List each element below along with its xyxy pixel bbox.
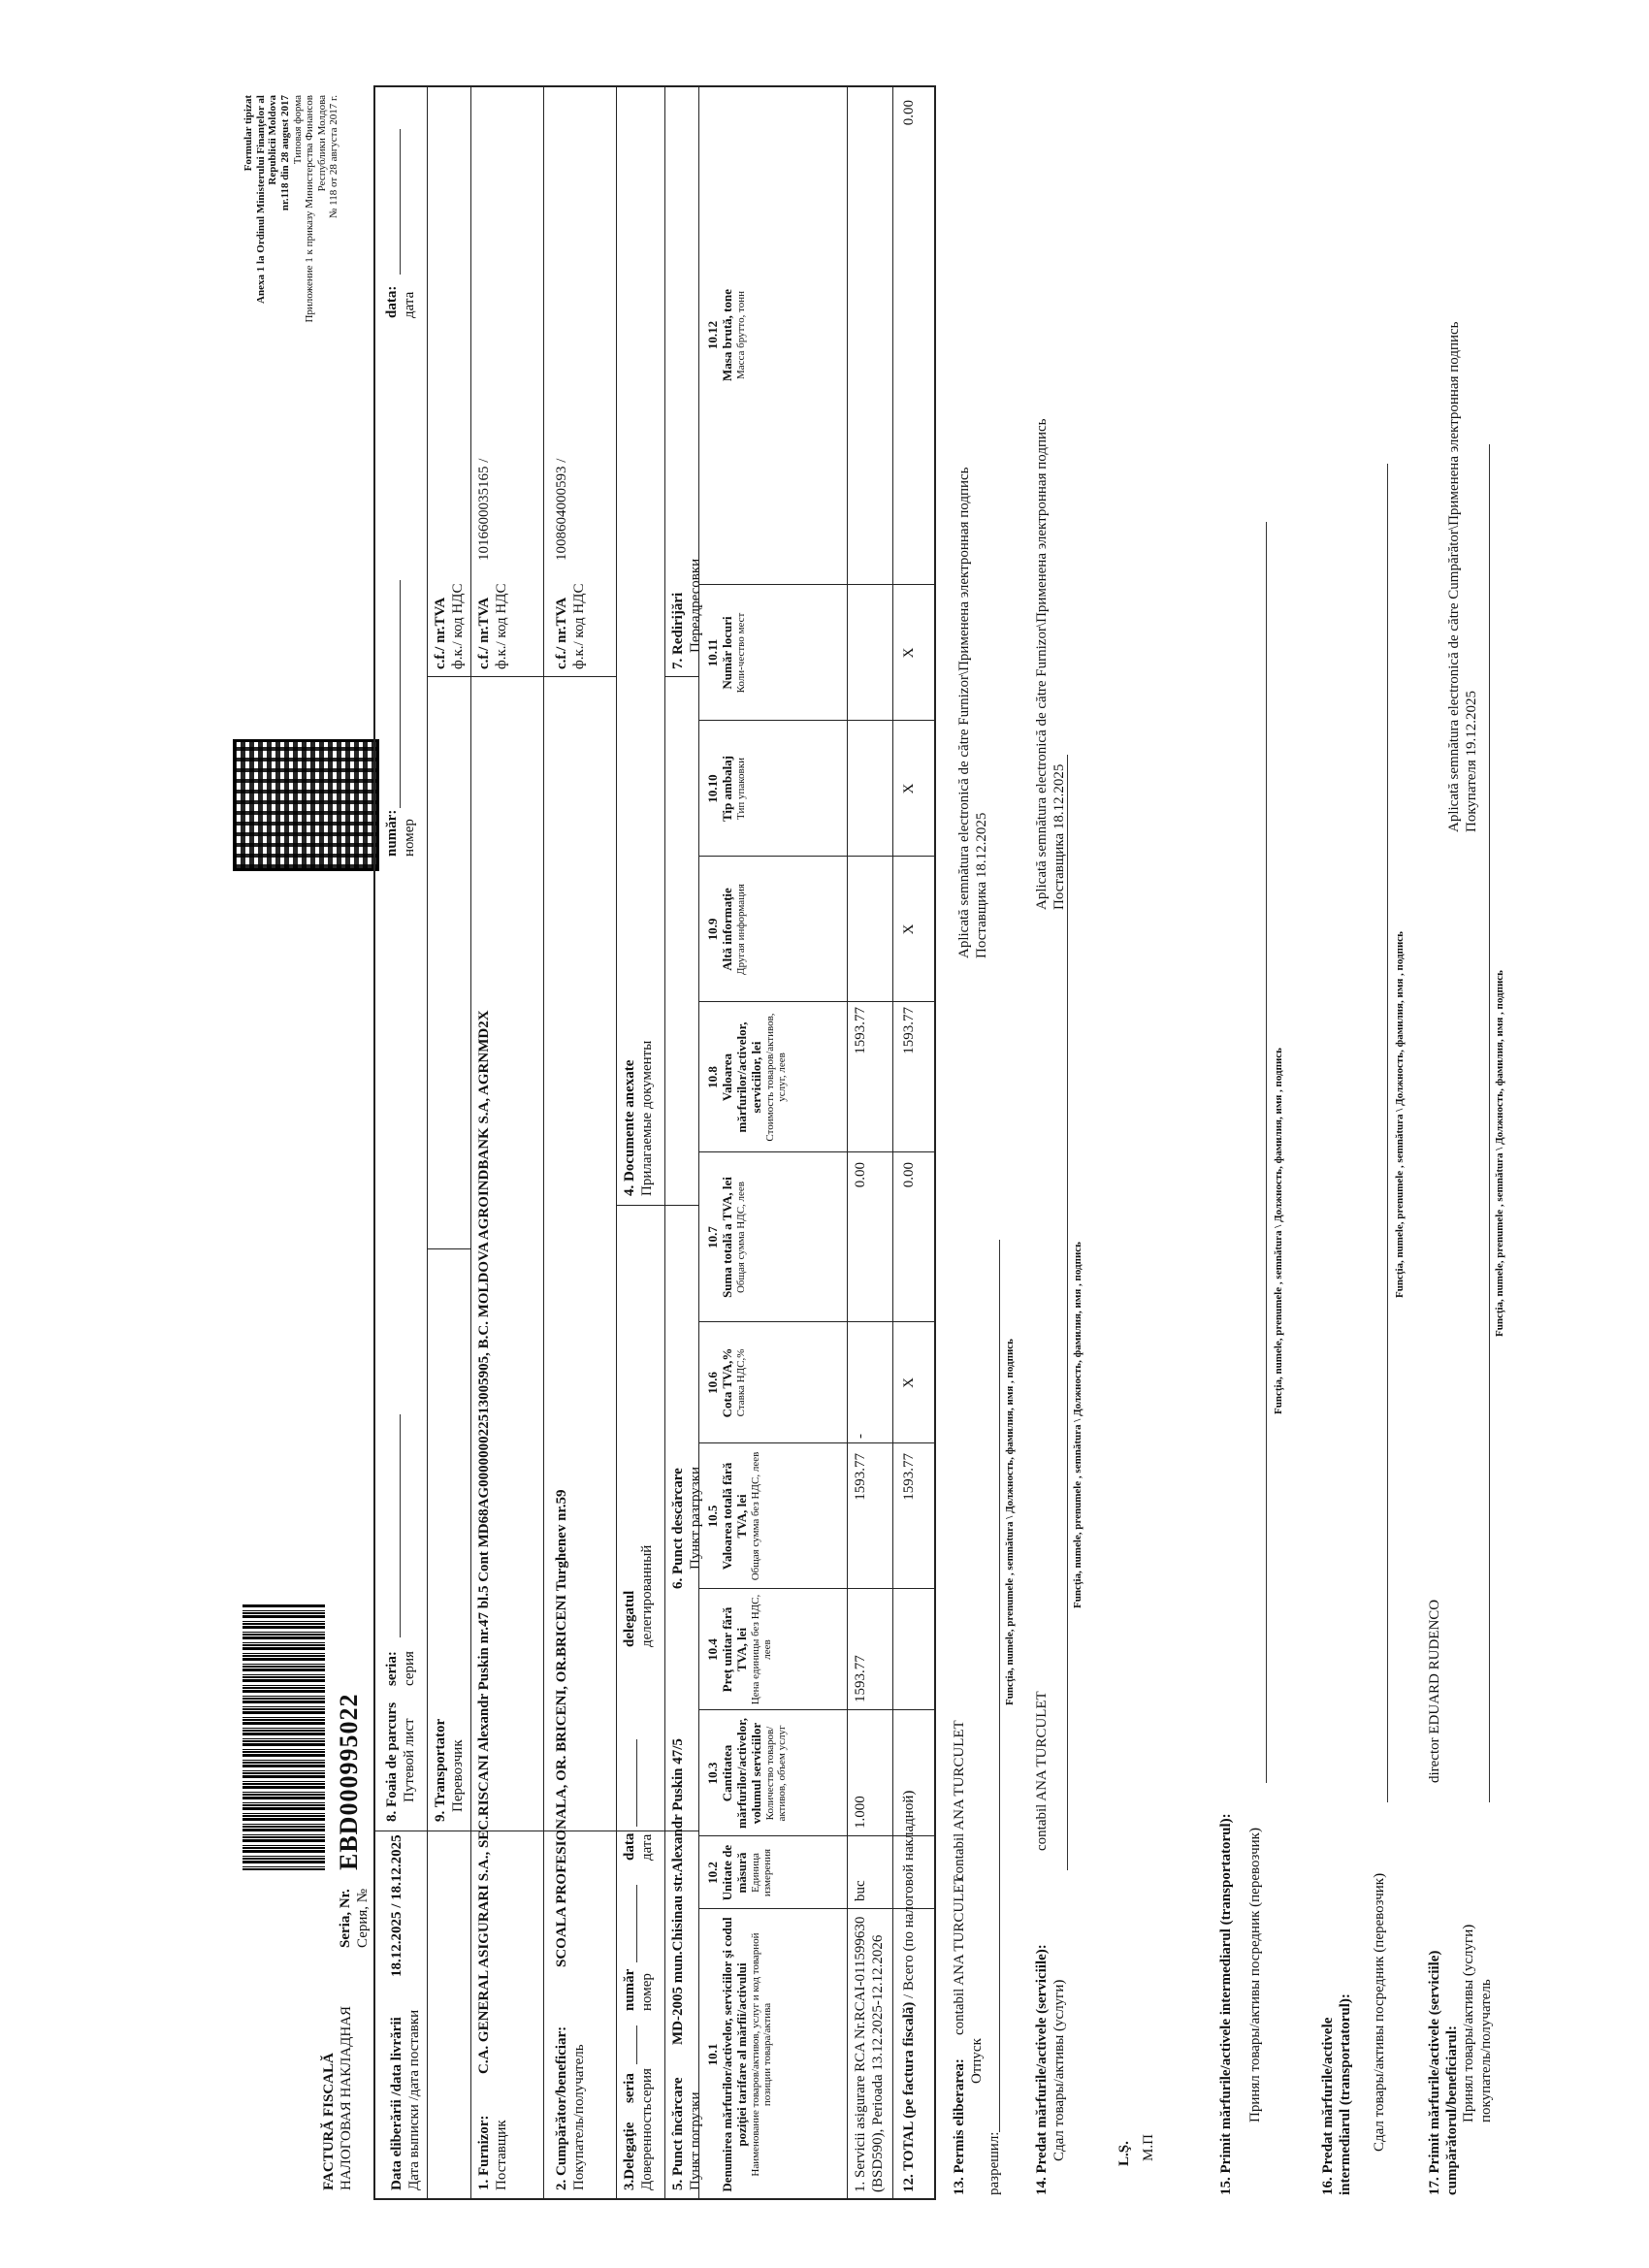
buyer-value: SCOALA PROFESIONALA, OR. BRICENI, OR.BRICENI Turghenev nr.59 (554, 1489, 569, 1967)
intermediary-handed-label-ru: Сдал товары/активы посредник (перевозчик) (1372, 1872, 1387, 2152)
delegate-label: 3.Delegaţie (622, 2122, 637, 2190)
column-number: 10.11 (705, 638, 720, 667)
qr-code-image (233, 739, 379, 871)
total-vat-rate: X (901, 1377, 917, 1388)
esig-buyer: Aplicată semnătura electronică de către Cumpărător\Применена электронная подпись Покупателя 19.12.2025 (1446, 321, 1479, 832)
buyer-cf-label: c.f./ nr.TVA (554, 597, 569, 669)
column-number: 10.3 (705, 1762, 720, 1785)
handover-label: 14. Predat mărfurile/activele (serviciile): (1034, 1944, 1050, 2195)
unloading-label: 6. Punct descărcare (670, 1468, 686, 1589)
column-header-10-2 (706, 1840, 774, 1905)
column-number: 10.8 (705, 1066, 720, 1088)
supplier-value: C.A. GENERAL ASIGURARI S.A., SEC.RISCANI Alexandr Puskin nr.47 bl.5 Cont MD68AG000000022513005905, B.C. MOLDOVA AGROINDBANK S.A, AGRNMD2X (476, 1010, 492, 2074)
intermediary-received-label: 15. Primit mărfurile/activele intermediarul (transportatorul): (1218, 1813, 1234, 2195)
column-number: 10.2 (705, 1862, 720, 1884)
delegate-delegat: delegatul (622, 1590, 637, 1647)
column-number: 10.6 (705, 1372, 720, 1394)
supplier-label-ru: Поставщик (494, 2120, 509, 2190)
buyer-received-label-ru: Принял товары/активы (услуги) покупатель/получатель (1461, 1924, 1494, 2122)
docs-label-ru: Прилагаемые документы (639, 1040, 655, 1196)
delegate-data: data (622, 1832, 637, 1861)
loading-label: 5. Punct încărcare (670, 2077, 686, 2190)
numar-label: număr: (384, 809, 400, 857)
carrier-cf-label-ru: ф.к./ код НДС (450, 583, 466, 669)
total-label-ro: 12. TOTAL (pe factura fiscală) (901, 2001, 917, 2192)
column-number: 10.12 (705, 320, 720, 350)
carrier-label: 9. Transportator (433, 1718, 448, 1822)
total-vat-sum: 0.00 (901, 1162, 917, 1188)
data-label: data: (384, 285, 400, 318)
column-title-ru: Общая сумма НДС, леев (734, 1182, 747, 1294)
permit-value-2: contabil ANA TURCULET (952, 1720, 967, 1880)
column-title-ru: Другая информация (734, 884, 747, 975)
total-value: 1593.77 (901, 1007, 917, 1054)
column-header-10-4 (706, 1593, 774, 1706)
column-number: 10.1 (705, 2043, 720, 2066)
buyer-label-ru: Покупатель/получатель (571, 2044, 587, 2190)
column-title-ro: Valoarea totală fără TVA, lei (719, 1462, 749, 1571)
column-title-ro: Masa brută, tone (719, 289, 734, 381)
permit-label: 13. Permis eliberarea: (952, 2058, 967, 2195)
item-qty: 1.000 (853, 1796, 868, 1829)
date-label: Data eliberării /data livrării (389, 2017, 404, 2190)
total-x-pack: X (901, 783, 917, 794)
supplier-cf-label-ru: ф.к./ код НДС (494, 583, 509, 669)
delegate-numar-ru: номер (639, 1973, 655, 2011)
waybill-label-ru: Путевой лист (402, 1718, 417, 1802)
series-label-ru: Серия, № (355, 1888, 371, 1948)
esig-supplier-1: Aplicată semnătura electronică de către Furnizor\Применена электронная подпись Поставщика 18.12.2025 (956, 467, 989, 958)
intermediary-received-label-ru: Принял товары/активы посредник (перевозчик) (1247, 1828, 1263, 2122)
loading-value: MD-2005 mun.Chisinau str.Alexandr Puskin 47/5 (670, 1738, 686, 2045)
waybill-label: 8. Foaia de parcurs (384, 1701, 400, 1822)
column-header-10-12 (706, 89, 748, 581)
intermediary-handed-caption: Funcţia, numele, prenumele , semnătura \ Должность, фамилия, имя , подпись (1394, 931, 1406, 1298)
supplier-cf-value: 1016600035165 / (476, 458, 492, 561)
column-title-ro: Cota TVA,% (719, 1347, 734, 1418)
column-title-ro: Tip ambalaj (719, 755, 734, 823)
column-title-ro: Altă informaţie (719, 888, 734, 971)
mp-label: М.П (1141, 2134, 1156, 2161)
carrier-cf-label: c.f./ nr.TVA (433, 597, 448, 669)
item-vat-sum: 0.00 (853, 1162, 868, 1188)
item-vat-rate: - (853, 1434, 868, 1439)
title-ro: FACTURĂ FISCALĂ (321, 2053, 337, 2190)
annex-line5: Приложение 1 к приказу Министерства Финансов Республики Молдова (304, 95, 328, 323)
item-name: 1. Servicii asigurare RCA Nr.RCAI-011599630 (BSD590), Perioada 13.12.2025-12.12.2026 (853, 1916, 886, 2192)
column-title-ru: Единица измерения (749, 1848, 774, 1897)
column-header-10-11 (706, 589, 748, 717)
column-title-ro: Preţ unitar fără TVA, lei (719, 1606, 749, 1693)
item-price: 1593.77 (853, 1655, 868, 1702)
total-x-places: X (901, 647, 917, 659)
item-unit: buc (853, 1880, 868, 1901)
column-title-ru: Масса брутто, тонн (734, 290, 747, 380)
column-title-ru: Цена единицы без НДС, леев (749, 1594, 774, 1705)
total-x-info: X (901, 923, 917, 935)
total-mass: 0.00 (901, 100, 917, 126)
column-number: 10.4 (705, 1638, 720, 1661)
data-label-ru: дата (402, 291, 417, 318)
buyer-received-caption: Funcţia, numele, prenumele , semnătura \ Должность, фамилия, имя , подпись (1494, 970, 1505, 1337)
date-value: 18.12.2025 / 18.12.2025 (389, 1834, 404, 1977)
column-title-ro: Număr locuri (719, 616, 734, 690)
column-header-10-3 (706, 1714, 789, 1832)
annex-line2: Anexa 1 la Ordinul Ministerului Finanţelor al Republicii Moldova (254, 95, 279, 304)
column-title-ru: Стоимость товаров/активов, услуг, леев (763, 1013, 789, 1142)
column-title-ru: Тип упаковки (734, 758, 747, 820)
delegate-numar: număr (622, 1968, 637, 2011)
column-number: 10.7 (705, 1226, 720, 1248)
delegate-seria: seria (622, 2073, 637, 2103)
total-label-ru: / Всего (по налоговой накладной) (901, 1790, 917, 1998)
series-label: Seria, Nr. (338, 1889, 353, 1948)
column-header-10-5 (706, 1447, 761, 1585)
supplier-cf-label: c.f./ nr.TVA (476, 597, 492, 669)
buyer-label: 2. Cumpărător/beneficiar: (554, 2025, 569, 2190)
unloading-label-ru: Пункт разгрузки (688, 1466, 703, 1570)
permit-signature-caption: Funcţia, numele, prenumele , semnătura \ Должность, фамилия, имя , подпись (1004, 1339, 1016, 1705)
column-title-ro: Cantitatea mărfurilor/activelor, volumul serviciilor (719, 1718, 763, 1829)
intermediary-received-caption: Funcţia, numele, prenumele , semnătura \ Должность, фамилия, имя , подпись (1273, 1048, 1284, 1414)
handover-label-ru: Сдал товары/активы (услуги) (1051, 1979, 1067, 2161)
numar-label-ru: номер (402, 819, 417, 857)
delegate-delegat-ru: делегированный (639, 1544, 655, 1647)
column-title-ru: Коли-чество мест (734, 612, 747, 694)
intermediary-handed-label: 16. Predat mărfurile/activele intermediarul (transportatorul): (1320, 1993, 1353, 2195)
column-number: 10.5 (705, 1505, 720, 1528)
column-header-10-1 (706, 1913, 774, 2196)
seria-label: seria: (384, 1651, 400, 1686)
column-title-ro: Denumirea mărfurilor/activelor, serviciilor şi codul poziţiei tarifare al mărfii/activului (719, 1917, 749, 2192)
column-title-ru: Общая сумма без НДС, леев (749, 1451, 761, 1581)
redirect-label: 7. Redirijări (670, 592, 686, 669)
column-title-ru: Ставка НДС,% (734, 1348, 747, 1417)
total-label (900, 1791, 918, 2192)
annex-line6: № 118 от 28 августа 2017 г. (328, 95, 340, 219)
column-header-10-6 (706, 1326, 748, 1440)
total-no-vat: 1593.77 (901, 1453, 917, 1501)
item-total-no-vat: 1593.77 (853, 1453, 868, 1501)
permit-value: contabil ANA TURCULET (952, 1875, 967, 2035)
carrier-label-ru: Перевозчик (450, 1739, 466, 1812)
delegate-seria-ru: серия (639, 2068, 655, 2103)
column-header-10-7 (706, 1156, 748, 1318)
loading-label-ru: Пункт погрузки (688, 2091, 703, 2190)
annex-line1: Formular tipizat (242, 95, 254, 172)
handover-signature-caption: Funcţia, numele, prenumele , semnătura \ Должность, фамилия, имя , подпись (1072, 1242, 1083, 1608)
column-number: 10.9 (705, 918, 720, 941)
annex-block (242, 95, 340, 338)
column-number: 10.10 (705, 774, 720, 803)
title-ru: НАЛОГОВАЯ НАКЛАДНАЯ (339, 2005, 354, 2190)
esig-supplier-2: Aplicată semnătura electronică de către Furnizor\Применена электронная подпись Поставщика 18.12.2025 (1034, 418, 1067, 910)
item-value: 1593.77 (853, 1007, 868, 1054)
date-label-ru: Дата выписки /дата поставки (406, 2009, 422, 2190)
column-header-10-9 (706, 860, 748, 998)
delegate-label-ru: Доверенность (639, 2103, 655, 2190)
buyer-cf-label-ru: ф.к./ код НДС (571, 583, 587, 669)
annex-line3: nr.118 din 28 august 2017 (278, 95, 291, 211)
delegate-data-ru: дата (639, 1833, 655, 1861)
column-header-10-10 (706, 725, 748, 853)
handover-value: contabil ANA TURCULET (1034, 1691, 1050, 1851)
column-header-10-8 (706, 1006, 789, 1149)
seria-label-ru: серия (402, 1651, 417, 1686)
permit-label-ru-2: разрешил: (986, 2131, 1002, 2195)
buyer-received-label: 17. Primit mărfurile/activele (serviciile) cumpărătorul/beneficiarul: (1427, 1950, 1460, 2195)
barcode-image (242, 1604, 325, 1870)
annex-line4: Типовая форма (291, 95, 304, 165)
column-title-ro: Suma totală a TVA, lei (719, 1177, 734, 1298)
buyer-received-value: director EDUARD RUDENCO (1427, 1599, 1442, 1783)
supplier-label: 1. Furnizor: (476, 2115, 492, 2190)
column-title-ru: Количество товаров/активов, объем услуг (763, 1725, 789, 1822)
column-title-ru: Наименование товаров/активов, услуг и код товарной позиции товара/актива (749, 1932, 774, 2177)
docs-label: 4. Documente anexate (622, 1059, 637, 1196)
column-title-ro: Valoarea mărfurilor/activelor, serviciilor, lei (719, 1021, 763, 1133)
permit-label-ru: Отпуск (969, 2038, 985, 2084)
redirect-label-ru: Переадресовки (688, 558, 703, 653)
series-number: EBD000995022 (335, 1693, 363, 1870)
column-title-ro: Unitate de măsură (719, 1844, 749, 1901)
buyer-cf-value: 1008604000593 / (554, 458, 569, 561)
ls-label: L.Ş. (1116, 2141, 1132, 2166)
